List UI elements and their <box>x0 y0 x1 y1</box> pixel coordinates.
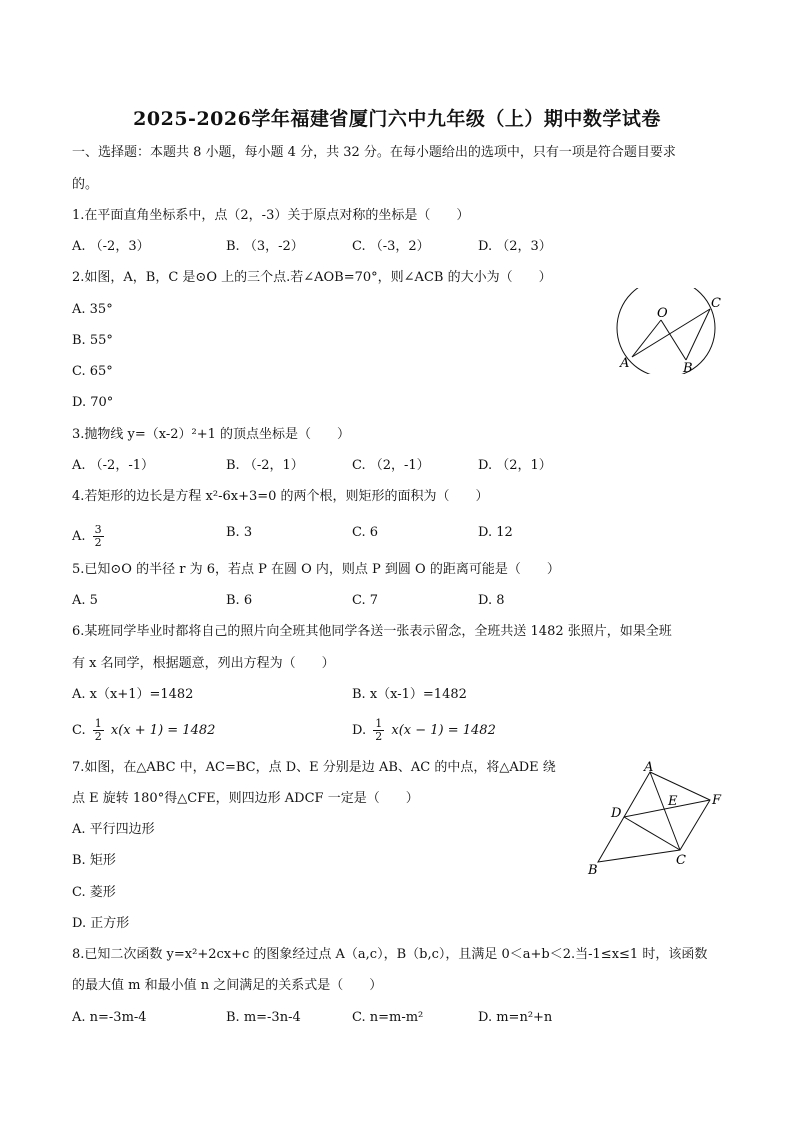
fraction-numerator: 1 <box>94 717 102 730</box>
q5-option-a: A. 5 <box>72 593 98 608</box>
fraction-denominator: 2 <box>94 536 102 549</box>
q6-d-fraction <box>373 718 384 743</box>
q3-option-c: C. （2，-1） <box>352 458 430 473</box>
question-8-stem: 8.已知二次函数 y=x²+2cx+c 的图象经过点 A（a,c），B（b,c），且满足 0＜a+b＜2.当-1≤x≤1 时，该函数 <box>72 947 708 962</box>
question-2-stem: 2.如图，A，B，C 是⊙O 上的三个点.若∠AOB=70°，则∠ACB 的大小为（ ） <box>72 270 552 285</box>
fraction-numerator: 3 <box>94 523 102 536</box>
q6-option-b: B. x（x-1）=1482 <box>352 687 467 702</box>
label-a: A <box>644 760 654 775</box>
q7-option-a: A. 平行四边形 <box>72 822 155 837</box>
q6-option-d <box>352 718 496 743</box>
q7-option-d: D. 正方形 <box>72 916 130 931</box>
q6-d-expression: x(x − 1) = 1482 <box>391 723 496 738</box>
label-f: F <box>712 793 722 808</box>
label-c: C <box>676 853 686 868</box>
label-d: D <box>611 806 622 821</box>
q1-option-a: A. （-2，3） <box>72 239 150 254</box>
fraction-numerator: 1 <box>375 717 383 730</box>
question-7-stem: 7.如图，在△ABC 中，AC=BC，点 D、E 分别是边 AB、AC 的中点，将△ADE 绕 <box>72 760 556 775</box>
label-c: C <box>711 296 721 311</box>
q1-option-b: B. （3，-2） <box>226 239 304 254</box>
q4-option-a-label: A. <box>72 529 86 544</box>
q1-option-c: C. （-3，2） <box>352 239 430 254</box>
question-4-stem: 4.若矩形的边长是方程 x²-6x+3=0 的两个根，则矩形的面积为（ ） <box>72 489 489 504</box>
section-heading: 一、选择题：本题共 8 小题，每小题 4 分，共 32 分。在每小题给出的选项中，只有一项是符合题目要求 <box>72 145 676 160</box>
question-6-stem-cont: 有 x 名同学，根据题意，列出方程为（ ） <box>72 656 335 671</box>
q4-fraction <box>93 524 104 549</box>
q2-option-b: B. 55° <box>72 333 113 348</box>
question-1-stem: 1.在平面直角坐标系中，点（2，-3）关于原点对称的坐标是（ ） <box>72 208 470 223</box>
q6-option-d-label: D. <box>352 723 367 738</box>
segment-df <box>624 800 710 817</box>
q3-option-a: A. （-2，-1） <box>72 458 154 473</box>
question-3-stem: 3.抛物线 y=（x-2）²+1 的顶点坐标是（ ） <box>72 427 351 442</box>
question-8-stem-cont: 的最大值 m 和最小值 n 之间满足的关系式是（ ） <box>72 978 383 993</box>
question-5-stem: 5.已知⊙O 的半径 r 为 6，若点 P 在圆 O 内，则点 P 到圆 O 的距离可能是（ ） <box>72 562 560 577</box>
q8-option-a: A. n=-3m-4 <box>72 1010 147 1025</box>
circle-figure <box>608 288 728 374</box>
q7-option-b: B. 矩形 <box>72 853 116 868</box>
q5-option-d: D. 8 <box>478 593 505 608</box>
q3-option-b: B. （-2，1） <box>226 458 304 473</box>
q6-c-fraction <box>93 718 104 743</box>
segment-oa <box>632 320 661 357</box>
q1-option-d: D. （2，3） <box>478 239 552 254</box>
label-b: B <box>588 863 598 878</box>
q4-option-b: B. 3 <box>226 525 253 540</box>
label-a: A <box>620 356 630 371</box>
question-7-stem-cont: 点 E 旋转 180°得△CFE，则四边形 ADCF 一定是（ ） <box>72 791 419 806</box>
exam-title: 2025-2026学年福建省厦门六中九年级（上）期中数学试卷 <box>133 108 661 130</box>
q5-option-b: B. 6 <box>226 593 253 608</box>
q3-option-d: D. （2，1） <box>478 458 552 473</box>
q4-option-a <box>72 524 104 549</box>
q8-option-d: D. m=n²+n <box>478 1010 553 1025</box>
label-e: E <box>668 794 678 809</box>
q2-option-d: D. 70° <box>72 395 114 410</box>
q6-option-a: A. x（x+1）=1482 <box>72 687 194 702</box>
question-6-stem: 6.某班同学毕业时都将自己的照片向全班其他同学各送一张表示留念，全班共送 1482 张照片，如果全班 <box>72 624 672 639</box>
label-b: B <box>683 361 693 374</box>
q4-option-c: C. 6 <box>352 525 379 540</box>
q6-option-c-label: C. <box>72 723 86 738</box>
fraction-denominator: 2 <box>94 730 102 743</box>
segment-dc <box>624 817 680 850</box>
q2-option-c: C. 65° <box>72 364 113 379</box>
q8-option-b: B. m=-3n-4 <box>226 1010 301 1025</box>
q7-option-c: C. 菱形 <box>72 885 116 900</box>
q4-option-d: D. 12 <box>478 525 513 540</box>
label-o: O <box>657 306 668 321</box>
circle-o <box>617 288 715 374</box>
quadrilateral-figure <box>580 758 730 880</box>
q8-option-c: C. n=m-m² <box>352 1010 424 1025</box>
q5-option-c: C. 7 <box>352 593 379 608</box>
section-heading-cont: 的。 <box>72 177 99 192</box>
q2-option-a: A. 35° <box>72 302 113 317</box>
q6-c-expression: x(x + 1) = 1482 <box>110 723 216 738</box>
q6-option-c <box>72 718 215 743</box>
fraction-denominator: 2 <box>375 730 383 743</box>
